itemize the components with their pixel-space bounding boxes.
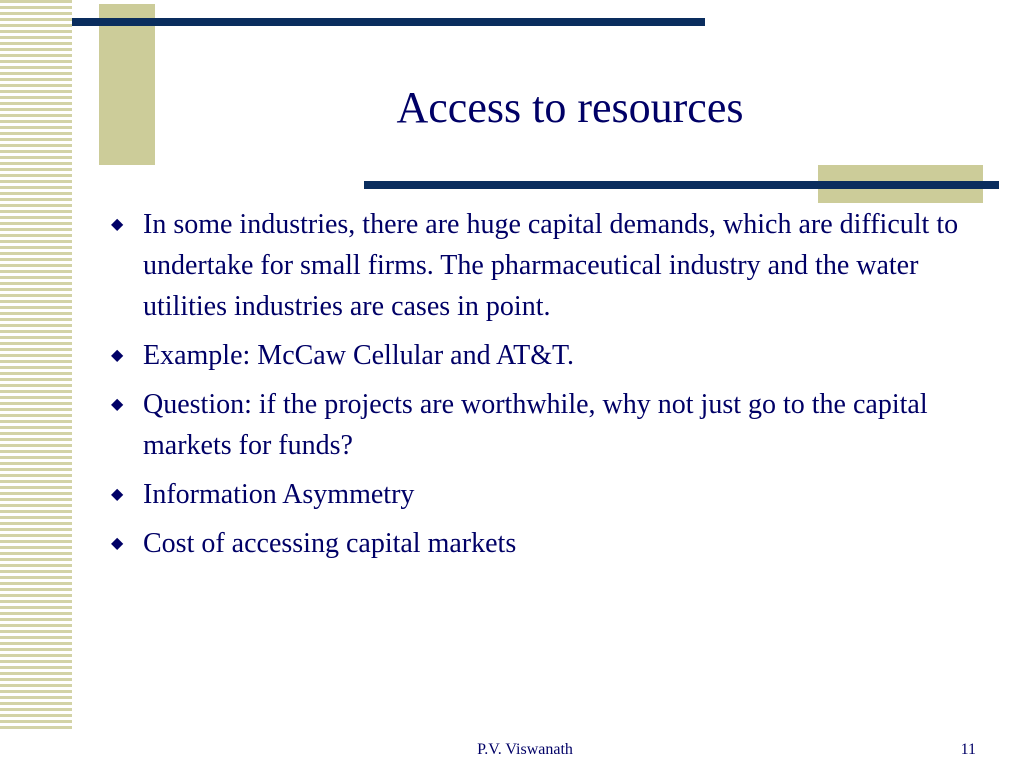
bullet-list: [108, 204, 978, 572]
diamond-bullet-icon: ◆: [111, 347, 124, 364]
bullet-item: [108, 335, 978, 376]
bullet-item: [108, 474, 978, 515]
bullet-text: Cost of accessing capital markets: [143, 528, 517, 559]
title-underline: [364, 181, 999, 189]
bullet-text: Question: if the projects are worthwhile, why not just go to the capital markets for funds?: [143, 389, 928, 461]
bullet-text: In some industries, there are huge capital demands, which are difficult to undertake for small firms. The pharmaceutical industry and the water utilities industries are cases in point.: [143, 209, 959, 322]
diamond-bullet-icon: ◆: [111, 216, 124, 233]
bullet-item: [108, 204, 978, 327]
left-stripe-decoration: [0, 0, 72, 730]
top-accent-block: [99, 4, 155, 165]
bullet-text: Information Asymmetry: [143, 479, 415, 510]
top-accent-line: [72, 18, 705, 26]
diamond-bullet-icon: ◆: [111, 396, 124, 413]
diamond-bullet-icon: ◆: [111, 535, 124, 552]
bullet-item: [108, 523, 978, 564]
footer-author: P.V. Viswanath: [477, 741, 573, 758]
page-number: 11: [960, 741, 976, 758]
bullet-item: [108, 384, 978, 466]
bullet-text: Example: McCaw Cellular and AT&T.: [143, 340, 575, 371]
diamond-bullet-icon: ◆: [111, 486, 124, 503]
slide-title: Access to resources: [396, 83, 744, 132]
